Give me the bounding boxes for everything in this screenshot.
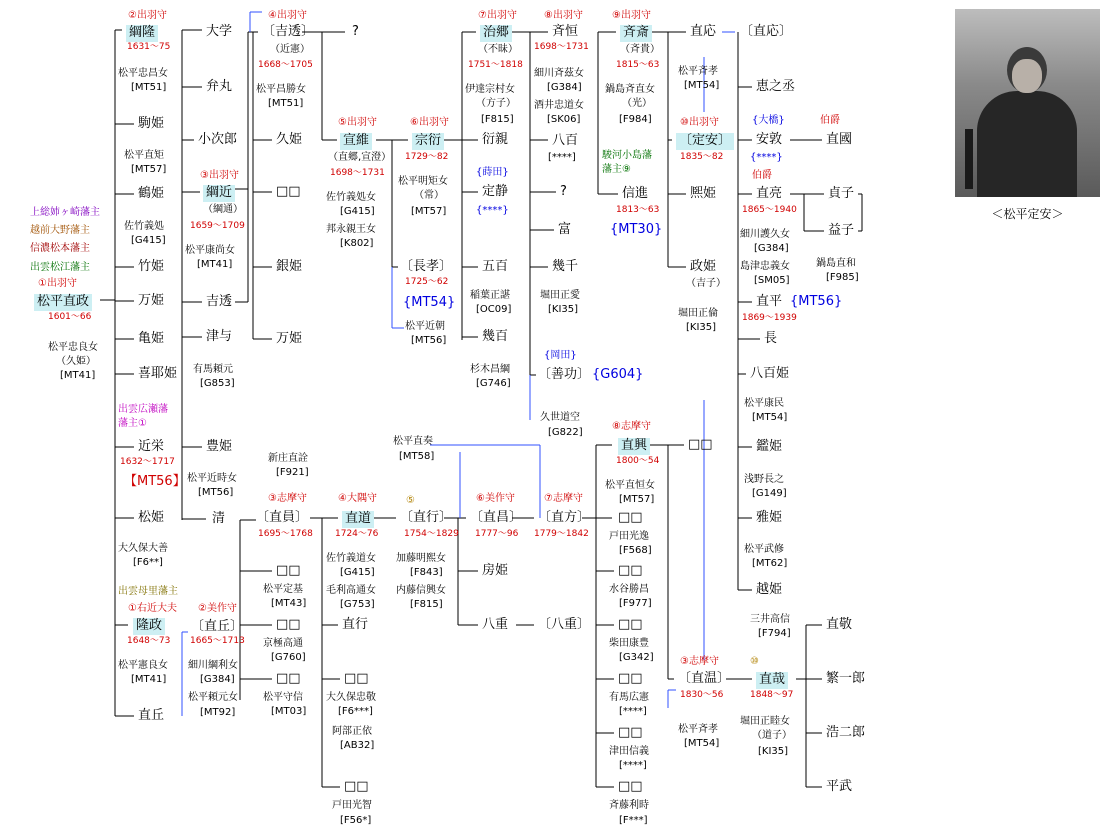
node-n145: 幾百 bbox=[482, 329, 509, 344]
node-n214: 1835〜82 bbox=[680, 152, 724, 162]
node-n143: 稲葉正諶 bbox=[470, 290, 510, 301]
node-n71: 銀姫 bbox=[276, 259, 303, 274]
node-n199: [G342] bbox=[619, 652, 654, 663]
node-n194: □□ bbox=[618, 563, 643, 578]
node-n257: 堀田正睦女 bbox=[740, 716, 790, 727]
node-n219: [KI35] bbox=[686, 322, 717, 333]
node-n215: 熈姫 bbox=[690, 186, 717, 201]
node-n212: ⑩出羽守 bbox=[680, 117, 719, 128]
node-n151: 房姫 bbox=[482, 563, 509, 578]
node-n179: （光） bbox=[622, 98, 652, 109]
node-n193: [F568] bbox=[619, 545, 652, 556]
node-n27: 松平憲良女 bbox=[118, 660, 168, 671]
node-n5: 駒姫 bbox=[138, 116, 165, 131]
node-n153: 斉恒 bbox=[552, 24, 579, 39]
node-n84: □□ bbox=[276, 671, 301, 686]
node-n102: [G753] bbox=[340, 599, 375, 610]
node-n54: 松平近時女 bbox=[187, 473, 237, 484]
node-c2: ④出羽守 bbox=[268, 10, 307, 21]
node-c1: ②出羽守 bbox=[128, 10, 167, 21]
node-n158: [SK06] bbox=[547, 114, 581, 125]
node-n115: 松平明矩女 bbox=[398, 176, 448, 187]
node-n195: 水谷勝昌 bbox=[609, 584, 649, 595]
node-n248: 雅姫 bbox=[756, 510, 783, 525]
node-n241: 長 bbox=[764, 331, 778, 346]
node-n62: 松平頼元女 bbox=[188, 692, 238, 703]
node-n159: 八百 bbox=[552, 133, 579, 148]
node-n213: 〔定安〕 bbox=[676, 133, 734, 150]
node-n14: 喜耶姫 bbox=[138, 366, 178, 381]
node-n173: 1779〜1842 bbox=[534, 529, 589, 539]
node-n251: 越姫 bbox=[756, 582, 783, 597]
node-n37: 松平忠良女 bbox=[48, 342, 98, 353]
node-n164: 堀田正愛 bbox=[540, 290, 580, 301]
node-n103: 直行 bbox=[342, 617, 369, 632]
node-n111: [F56*] bbox=[340, 815, 372, 826]
node-n64: 〔吉透〕 bbox=[262, 24, 315, 39]
node-n119: 1725〜62 bbox=[405, 277, 449, 287]
node-n176: （斉貴） bbox=[620, 44, 660, 55]
node-n4: [MT51] bbox=[131, 82, 167, 93]
node-n41: 弁丸 bbox=[206, 79, 233, 94]
node-n200: □□ bbox=[618, 671, 643, 686]
node-n6: 松平直矩 bbox=[124, 150, 164, 161]
node-c4: ⑧出羽守 bbox=[544, 10, 583, 21]
node-n140: 定静 bbox=[482, 184, 509, 199]
node-n121: 松平近朝 bbox=[405, 321, 445, 332]
node-n101: 毛利高通女 bbox=[326, 585, 376, 596]
node-n1: 綱隆 bbox=[126, 25, 158, 42]
node-n87: ? bbox=[352, 24, 359, 39]
node-n25: 隆政 bbox=[133, 618, 165, 635]
portrait-face bbox=[1012, 59, 1042, 93]
node-n206: □□ bbox=[618, 779, 643, 794]
node-n36: 1601〜66 bbox=[48, 312, 92, 322]
node-n47: 松平康尚女 bbox=[185, 245, 235, 256]
node-n135: 伊達宗村女 bbox=[465, 84, 515, 95]
node-n90: （直郷,宣澄） bbox=[328, 152, 392, 163]
node-n46: 1659〜1709 bbox=[190, 221, 245, 231]
node-n22: [F6**] bbox=[133, 557, 163, 568]
node-n256: 1848〜97 bbox=[750, 690, 794, 700]
node-n76: 〔直員〕 bbox=[256, 510, 309, 525]
node-n222: 〔直温〕 bbox=[678, 671, 731, 686]
node-n229: 安敦 bbox=[756, 132, 783, 147]
node-n249: 松平武修 bbox=[744, 544, 784, 555]
node-n246: 浅野長之 bbox=[744, 474, 784, 485]
node-n74: [F921] bbox=[276, 467, 309, 478]
node-n88: ⑤出羽守 bbox=[338, 117, 377, 128]
node-n147: [G746] bbox=[476, 378, 511, 389]
node-n59: 1665〜1713 bbox=[190, 636, 245, 646]
node-n157: 酒井忠道女 bbox=[534, 100, 584, 111]
node-n243: 松平康民 bbox=[744, 398, 784, 409]
node-n154: 1698〜1731 bbox=[534, 42, 589, 52]
node-n216: 政姫 bbox=[690, 259, 717, 274]
node-n53: 豊姫 bbox=[206, 439, 233, 454]
node-n112: ⑥出羽守 bbox=[410, 117, 449, 128]
node-n196: [F977] bbox=[619, 598, 652, 609]
node-n166: {岡田} bbox=[544, 350, 577, 361]
node-n162: 富 bbox=[558, 222, 572, 237]
node-n89: 宣維 bbox=[340, 133, 372, 150]
node-n264: 鍋島直和 bbox=[816, 258, 856, 269]
node-n223: 1830〜56 bbox=[680, 690, 724, 700]
node-n122: [MT56] bbox=[411, 335, 447, 346]
node-n226: 〔直応〕 bbox=[740, 24, 793, 39]
node-n171: ⑦志摩守 bbox=[544, 493, 583, 504]
node-n245: 鑑姫 bbox=[756, 439, 783, 454]
node-n86: [MT03] bbox=[271, 706, 307, 717]
node-n269: 平武 bbox=[826, 779, 853, 794]
node-n225: [MT54] bbox=[684, 738, 720, 749]
node-n202: [****] bbox=[619, 706, 647, 717]
node-n12: 万姫 bbox=[138, 293, 165, 308]
node-n150: 1777〜96 bbox=[475, 529, 519, 539]
node-n91: 1698〜1731 bbox=[330, 168, 385, 178]
node-n165: [KI35] bbox=[548, 304, 579, 315]
node-n237: [SM05] bbox=[754, 275, 790, 286]
node-n78: □□ bbox=[276, 563, 301, 578]
node-n139: {蒔田} bbox=[476, 167, 509, 178]
node-n254: ⑩ bbox=[750, 656, 759, 667]
node-n220: □□ bbox=[688, 437, 713, 452]
node-n268: 浩二郎 bbox=[826, 725, 866, 740]
node-n104: □□ bbox=[344, 671, 369, 686]
node-n95: [K802] bbox=[340, 238, 374, 249]
node-n21: 大久保大善 bbox=[118, 543, 168, 554]
node-n2: 1631〜75 bbox=[127, 42, 171, 52]
node-n208: [F***] bbox=[619, 815, 648, 826]
node-n148: ⑥美作守 bbox=[476, 493, 515, 504]
node-n136: （方子） bbox=[476, 98, 516, 109]
node-n39: [MT41] bbox=[60, 370, 96, 381]
node-n29: 直丘 bbox=[138, 708, 165, 723]
node-n235: [G384] bbox=[754, 243, 789, 254]
node-n93: [G415] bbox=[340, 206, 375, 217]
node-n234: 細川護久女 bbox=[740, 229, 790, 240]
node-n120: {MT54} bbox=[403, 295, 456, 310]
node-n205: [****] bbox=[619, 760, 647, 771]
node-n18: 1632〜1717 bbox=[120, 457, 175, 467]
node-n211: [MT54] bbox=[684, 80, 720, 91]
node-n118: 〔長孝〕 bbox=[400, 259, 453, 274]
node-n133: （不昧） bbox=[478, 44, 518, 55]
node-n187: 直興 bbox=[618, 438, 650, 455]
node-n20: 松姫 bbox=[138, 510, 165, 525]
node-n210: 松平斉孝 bbox=[678, 66, 718, 77]
node-n65: （近憲） bbox=[270, 44, 310, 55]
node-n49: 吉透 bbox=[206, 294, 233, 309]
node-n224: 松平斉孝 bbox=[678, 724, 718, 735]
node-n240: 1869〜1939 bbox=[742, 313, 797, 323]
node-n262: 貞子 bbox=[828, 186, 855, 201]
node-n204: 津田信義 bbox=[609, 746, 649, 757]
node-n60: 細川綱利女 bbox=[188, 660, 238, 671]
node-n127: 1754〜1829 bbox=[404, 529, 459, 539]
node-n250: [MT62] bbox=[752, 558, 788, 569]
node-c3: ⑦出羽守 bbox=[478, 10, 517, 21]
node-n99: 佐竹義道女 bbox=[326, 553, 376, 564]
node-n108: [AB32] bbox=[340, 740, 375, 751]
node-n252: 三井高信 bbox=[750, 614, 790, 625]
node-n161: ? bbox=[560, 184, 567, 199]
node-n178: 鍋島斉直女 bbox=[605, 84, 655, 95]
node-n233: 1865〜1940 bbox=[742, 205, 797, 215]
node-n110: 戸田光智 bbox=[332, 800, 372, 811]
node-n218: 堀田正倫 bbox=[678, 308, 718, 319]
node-n9: 佐竹義処 bbox=[124, 221, 164, 232]
node-n34: ①出羽守 bbox=[38, 278, 77, 289]
node-n13: 亀姫 bbox=[138, 331, 165, 346]
node-n72: 万姫 bbox=[276, 331, 303, 346]
node-n163: 幾千 bbox=[552, 259, 579, 274]
node-n221: ③志摩守 bbox=[680, 656, 719, 667]
node-n43: ③出羽守 bbox=[200, 170, 239, 181]
node-n231: 伯爵 bbox=[752, 170, 772, 181]
node-n30: 上総姉ヶ崎藩主 bbox=[30, 207, 100, 218]
node-n247: [G149] bbox=[752, 488, 787, 499]
node-n209: 直応 bbox=[690, 24, 717, 39]
node-n116: （常） bbox=[414, 190, 444, 201]
node-n141: {****} bbox=[476, 205, 509, 216]
node-n15: 出雲広瀬藩 bbox=[118, 404, 168, 415]
node-n207: 斉藤利時 bbox=[609, 800, 649, 811]
node-n113: 宗衍 bbox=[412, 133, 444, 150]
node-n201: 有馬広憲 bbox=[609, 692, 649, 703]
node-n128: 加藤明熙女 bbox=[396, 553, 446, 564]
node-n35: 松平直政 bbox=[34, 294, 92, 311]
node-n16: 藩主① bbox=[118, 418, 147, 429]
node-n58: 〔直丘〕 bbox=[191, 619, 244, 634]
node-n107: 阿部正依 bbox=[332, 726, 372, 737]
portrait-body bbox=[977, 91, 1077, 197]
node-n137: [F815] bbox=[481, 114, 514, 125]
node-n81: □□ bbox=[276, 617, 301, 632]
node-n185: {MT30} bbox=[610, 222, 663, 237]
node-n265: [F985] bbox=[826, 272, 859, 283]
node-n109: □□ bbox=[344, 779, 369, 794]
node-n189: 松平直恒女 bbox=[605, 480, 655, 491]
node-n138: 衍親 bbox=[482, 132, 509, 147]
node-n106: [F6***] bbox=[338, 706, 373, 717]
node-n7: [MT57] bbox=[131, 164, 167, 175]
node-n181: 駿河小島藩 bbox=[602, 150, 652, 161]
node-n117: [MT57] bbox=[411, 206, 447, 217]
node-n228: {大橋} bbox=[752, 115, 785, 126]
node-n82: 京極高通 bbox=[263, 638, 303, 649]
node-n152: 八重 bbox=[482, 617, 509, 632]
node-n126: 〔直行〕 bbox=[400, 510, 453, 525]
node-n172: 〔直方〕 bbox=[538, 510, 591, 525]
node-n217: （吉子） bbox=[686, 278, 726, 289]
node-n232: 直亮 bbox=[756, 186, 783, 201]
node-n197: □□ bbox=[618, 617, 643, 632]
node-n97: 直道 bbox=[342, 511, 374, 528]
node-n149: 〔直昌〕 bbox=[470, 510, 523, 525]
node-n94: 邦永親王女 bbox=[326, 224, 376, 235]
node-n175: 斉斎 bbox=[620, 25, 652, 42]
node-n170: [G822] bbox=[548, 427, 583, 438]
node-n132: 治郷 bbox=[480, 25, 512, 42]
node-n183: 信進 bbox=[622, 186, 649, 201]
node-n28: [MT41] bbox=[131, 674, 167, 685]
node-n188: 1800〜54 bbox=[616, 456, 660, 466]
node-n79: 松平定基 bbox=[263, 584, 303, 595]
node-n156: [G384] bbox=[547, 82, 582, 93]
node-n38: （久姫） bbox=[56, 356, 96, 367]
portrait-caption: ＜松平定安＞ bbox=[991, 207, 1064, 221]
node-n42: 小次郎 bbox=[198, 132, 238, 147]
node-n24: ①右近大夫 bbox=[128, 603, 177, 614]
node-n125: ⑤ bbox=[406, 495, 415, 506]
node-n77: 1695〜1768 bbox=[258, 529, 313, 539]
node-n69: 久姫 bbox=[276, 132, 303, 147]
node-n259: [KI35] bbox=[758, 746, 789, 757]
node-n75: ③志摩守 bbox=[268, 493, 307, 504]
node-n230: {****} bbox=[750, 152, 783, 163]
node-n242: 八百姫 bbox=[750, 366, 790, 381]
node-n83: [G760] bbox=[271, 652, 306, 663]
node-n169: 久世道空 bbox=[540, 412, 580, 423]
node-n67: 松平昌勝女 bbox=[256, 84, 306, 95]
node-n191: □□ bbox=[618, 510, 643, 525]
node-n192: 戸田光逸 bbox=[609, 531, 649, 542]
node-n23: 出雲母里藩主 bbox=[118, 586, 178, 597]
node-n73: 新庄直詮 bbox=[268, 453, 308, 464]
node-n131: [F815] bbox=[410, 599, 443, 610]
node-n146: 杉木昌綱 bbox=[470, 364, 510, 375]
node-n244: [MT54] bbox=[752, 412, 788, 423]
node-n261: 直國 bbox=[826, 132, 853, 147]
node-n182: 藩主⑨ bbox=[602, 164, 631, 175]
node-n130: 内藤信興女 bbox=[396, 585, 446, 596]
node-n155: 細川斉茲女 bbox=[534, 68, 584, 79]
node-n186: ⑧志摩守 bbox=[612, 421, 651, 432]
node-n142: 五百 bbox=[482, 259, 509, 274]
node-n96: ④大隅守 bbox=[338, 493, 377, 504]
node-n134: 1751〜1818 bbox=[468, 60, 523, 70]
node-n100: [G415] bbox=[340, 567, 375, 578]
node-n3: 松平忠昌女 bbox=[118, 68, 168, 79]
node-n180: [F984] bbox=[619, 114, 652, 125]
node-c5: ⑨出羽守 bbox=[612, 10, 651, 21]
node-n253: [F794] bbox=[758, 628, 791, 639]
node-n92: 佐竹義処女 bbox=[326, 192, 376, 203]
node-n190: [MT57] bbox=[619, 494, 655, 505]
node-n203: □□ bbox=[618, 725, 643, 740]
node-n124: [MT58] bbox=[399, 451, 435, 462]
node-n63: [MT92] bbox=[200, 707, 236, 718]
node-n8: 鶴姫 bbox=[138, 186, 165, 201]
node-n66: 1668〜1705 bbox=[258, 60, 313, 70]
node-n114: 1729〜82 bbox=[405, 152, 449, 162]
node-n236: 島津忠義女 bbox=[740, 261, 790, 272]
node-n168: {G604} bbox=[592, 367, 644, 382]
node-n44: 綱近 bbox=[203, 185, 235, 202]
node-n68: [MT51] bbox=[268, 98, 304, 109]
node-n10: [G415] bbox=[131, 235, 166, 246]
node-n11: 竹姫 bbox=[138, 259, 165, 274]
node-n184: 1813〜63 bbox=[616, 205, 660, 215]
node-n45: （綱通） bbox=[203, 204, 243, 215]
node-n198: 柴田康豊 bbox=[609, 638, 649, 649]
node-n85: 松平守信 bbox=[263, 692, 303, 703]
node-n177: 1815〜63 bbox=[616, 60, 660, 70]
node-n129: [F843] bbox=[410, 567, 443, 578]
node-n144: [OC09] bbox=[476, 304, 512, 315]
node-n40: 大学 bbox=[206, 24, 233, 39]
node-n167: 〔善功〕 bbox=[538, 367, 591, 382]
node-n239: {MT56} bbox=[790, 294, 843, 309]
node-n258: （道子） bbox=[752, 730, 792, 741]
node-n266: 直敬 bbox=[826, 617, 853, 632]
node-n48: [MT41] bbox=[197, 259, 233, 270]
node-n17: 近栄 bbox=[138, 439, 165, 454]
portrait-sword bbox=[965, 129, 973, 189]
node-n19: 【MT56】 bbox=[124, 474, 186, 489]
node-n174: 〔八重〕 bbox=[538, 617, 591, 632]
node-n123: 松平直奏 bbox=[393, 436, 433, 447]
node-n105: 大久保忠敬 bbox=[326, 692, 376, 703]
portrait-photo bbox=[955, 9, 1100, 197]
node-n80: [MT43] bbox=[271, 598, 307, 609]
node-n55: [MT56] bbox=[198, 487, 234, 498]
node-n98: 1724〜76 bbox=[335, 529, 379, 539]
node-n52: [G853] bbox=[200, 378, 235, 389]
node-n56: 清 bbox=[212, 511, 226, 526]
node-n238: 直平 bbox=[756, 294, 783, 309]
node-n263: 益子 bbox=[828, 223, 855, 238]
node-n26: 1648〜73 bbox=[127, 636, 171, 646]
node-n260: 伯爵 bbox=[820, 115, 840, 126]
node-n61: [G384] bbox=[200, 674, 235, 685]
node-n160: [****] bbox=[548, 152, 576, 163]
node-n267: 繁一郎 bbox=[826, 671, 866, 686]
node-n227: 恵之丞 bbox=[756, 79, 796, 94]
node-n31: 越前大野藩主 bbox=[30, 225, 90, 236]
node-n51: 有馬頼元 bbox=[193, 364, 233, 375]
node-n32: 信濃松本藩主 bbox=[30, 243, 90, 254]
node-n255: 直哉 bbox=[756, 672, 788, 689]
node-n57: ②美作守 bbox=[198, 603, 237, 614]
node-n33: 出雲松江藩主 bbox=[30, 262, 90, 273]
node-n50: 津与 bbox=[206, 329, 233, 344]
node-n70: □□ bbox=[276, 184, 301, 199]
